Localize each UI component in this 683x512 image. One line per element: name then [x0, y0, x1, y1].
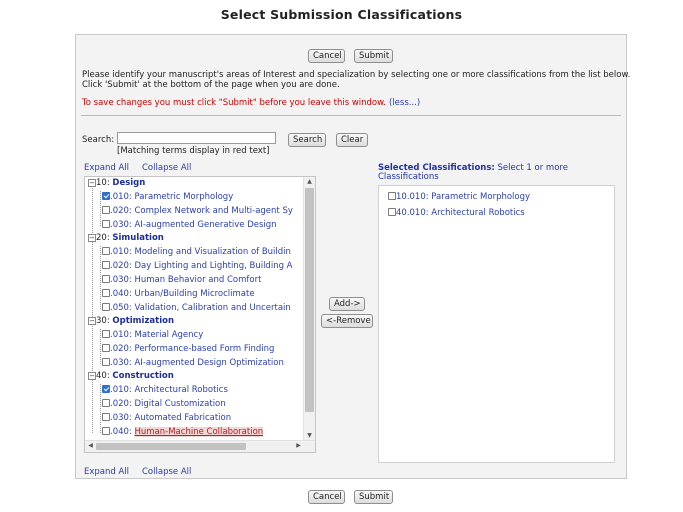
tree-item[interactable]: .030: Automated Fabrication: [102, 412, 231, 426]
scroll-left-arrow-icon[interactable]: ◀: [88, 442, 93, 449]
tree-line: [100, 329, 101, 364]
tree-item[interactable]: .020: Complex Network and Multi-agent Sy: [102, 205, 293, 219]
tree-item[interactable]: .030: AI-augmented Design Optimization: [102, 357, 284, 371]
tree-line: [92, 184, 93, 433]
submit-button-bottom[interactable]: Submit: [354, 490, 393, 504]
expand-all-link-top[interactable]: Expand All: [84, 163, 130, 173]
item-checkbox[interactable]: [102, 303, 110, 311]
tree-line: [100, 191, 101, 226]
remove-button[interactable]: <-Remove: [321, 314, 373, 328]
tree-item[interactable]: .020: Digital Customization: [102, 398, 226, 412]
tree-vertical-scrollbar[interactable]: [303, 177, 315, 442]
cancel-button-bottom[interactable]: Cancel: [308, 490, 345, 504]
less-link[interactable]: (less...): [389, 98, 421, 108]
item-checkbox[interactable]: [102, 358, 110, 366]
item-checkbox[interactable]: [102, 413, 110, 421]
vertical-scroll-thumb[interactable]: [305, 188, 314, 412]
instructions-line-2: Click 'Submit' at the bottom of the page when you are done.: [82, 80, 340, 90]
item-checkbox[interactable]: [102, 220, 110, 228]
expand-all-link-bottom[interactable]: Expand All: [84, 467, 130, 477]
selected-hint-line-2: Classifications: [378, 172, 439, 182]
item-checkbox[interactable]: [102, 427, 110, 435]
category-label: Simulation: [112, 233, 164, 243]
tree-item[interactable]: .020: Day Lighting and Lighting, Building A: [102, 260, 293, 274]
tree-line: [100, 384, 101, 433]
search-match-text: Human-Machine Collaboration: [134, 427, 264, 437]
selected-classifications-list: [378, 185, 615, 463]
clear-button[interactable]: Clear: [336, 133, 368, 147]
search-label: Search:: [82, 135, 115, 145]
scroll-right-arrow-icon[interactable]: ▶: [296, 442, 301, 449]
tree-item[interactable]: .020: Performance-based Form Finding: [102, 343, 274, 357]
selected-item[interactable]: 40.010: Architectural Robotics: [388, 207, 525, 221]
item-checkbox[interactable]: [102, 206, 110, 214]
selected-item-checkbox[interactable]: [388, 192, 396, 200]
scroll-up-arrow-icon[interactable]: ▲: [307, 178, 312, 185]
classification-tree[interactable]: [84, 176, 316, 453]
tree-category-optimization[interactable]: −30: Optimization: [89, 316, 174, 326]
save-warning: To save changes you must click "Submit" before you leave this window.: [82, 98, 386, 108]
selected-item[interactable]: 10.010: Parametric Morphology: [388, 191, 530, 205]
collapse-toggle-icon[interactable]: −: [89, 234, 95, 242]
collapse-toggle-icon[interactable]: −: [89, 317, 95, 325]
add-button[interactable]: Add->: [329, 297, 365, 311]
tree-item[interactable]: .030: AI-augmented Generative Design: [102, 219, 277, 233]
item-checkbox[interactable]: [102, 399, 110, 407]
item-checkbox[interactable]: [102, 192, 110, 200]
item-checkbox[interactable]: [102, 344, 110, 352]
item-checkbox[interactable]: [102, 289, 110, 297]
item-checkbox[interactable]: [102, 247, 110, 255]
tree-item-highlighted[interactable]: .040: Human-Machine Collaboration: [102, 426, 263, 440]
collapse-all-link-top[interactable]: Collapse All: [142, 163, 192, 173]
tree-item[interactable]: .010: Parametric Morphology: [102, 191, 233, 205]
item-checkbox[interactable]: [102, 261, 110, 269]
category-label: Design: [112, 178, 146, 188]
cancel-button-top[interactable]: Cancel: [308, 49, 345, 63]
item-checkbox[interactable]: [102, 385, 110, 393]
tree-item[interactable]: .010: Architectural Robotics: [102, 384, 228, 398]
tree-item[interactable]: .050: Validation, Calibration and Uncertain: [102, 302, 291, 316]
collapse-all-link-bottom[interactable]: Collapse All: [142, 467, 192, 477]
tree-content: [85, 177, 305, 442]
category-label: Optimization: [112, 316, 174, 326]
tree-category-design[interactable]: −10: Design: [89, 178, 146, 188]
selected-hint: Select 1 or more: [494, 163, 568, 173]
item-checkbox[interactable]: [102, 330, 110, 338]
collapse-toggle-icon[interactable]: −: [89, 179, 95, 187]
scroll-down-arrow-icon[interactable]: ▼: [307, 432, 312, 439]
category-label: Construction: [112, 371, 174, 381]
submit-button-top[interactable]: Submit: [354, 49, 393, 63]
tree-item[interactable]: .040: Urban/Building Microclimate: [102, 288, 255, 302]
instructions-line-1: Please identify your manuscript's areas of Interest and specialization by selecting one or more classifications from the list below.: [82, 70, 631, 80]
divider: [81, 115, 621, 116]
tree-item[interactable]: .010: Modeling and Visualization of Buildin: [102, 246, 291, 260]
search-hint: [Matching terms display in red text]: [117, 146, 270, 156]
item-checkbox[interactable]: [102, 275, 110, 283]
selected-item-checkbox[interactable]: [388, 208, 396, 216]
selected-label: Selected Classifications:: [378, 163, 495, 173]
search-input[interactable]: [117, 132, 276, 144]
tree-category-simulation[interactable]: −20: Simulation: [89, 233, 164, 243]
horizontal-scroll-thumb[interactable]: [96, 443, 246, 450]
collapse-toggle-icon[interactable]: −: [89, 372, 95, 380]
tree-horizontal-scrollbar[interactable]: [85, 440, 316, 452]
tree-item[interactable]: .030: Human Behavior and Comfort: [102, 274, 261, 288]
tree-line: [100, 246, 101, 309]
page-title: Select Submission Classifications: [220, 7, 463, 22]
tree-item[interactable]: .010: Material Agency: [102, 329, 203, 343]
search-button[interactable]: Search: [288, 133, 326, 147]
tree-category-construction[interactable]: −40: Construction: [89, 371, 174, 381]
